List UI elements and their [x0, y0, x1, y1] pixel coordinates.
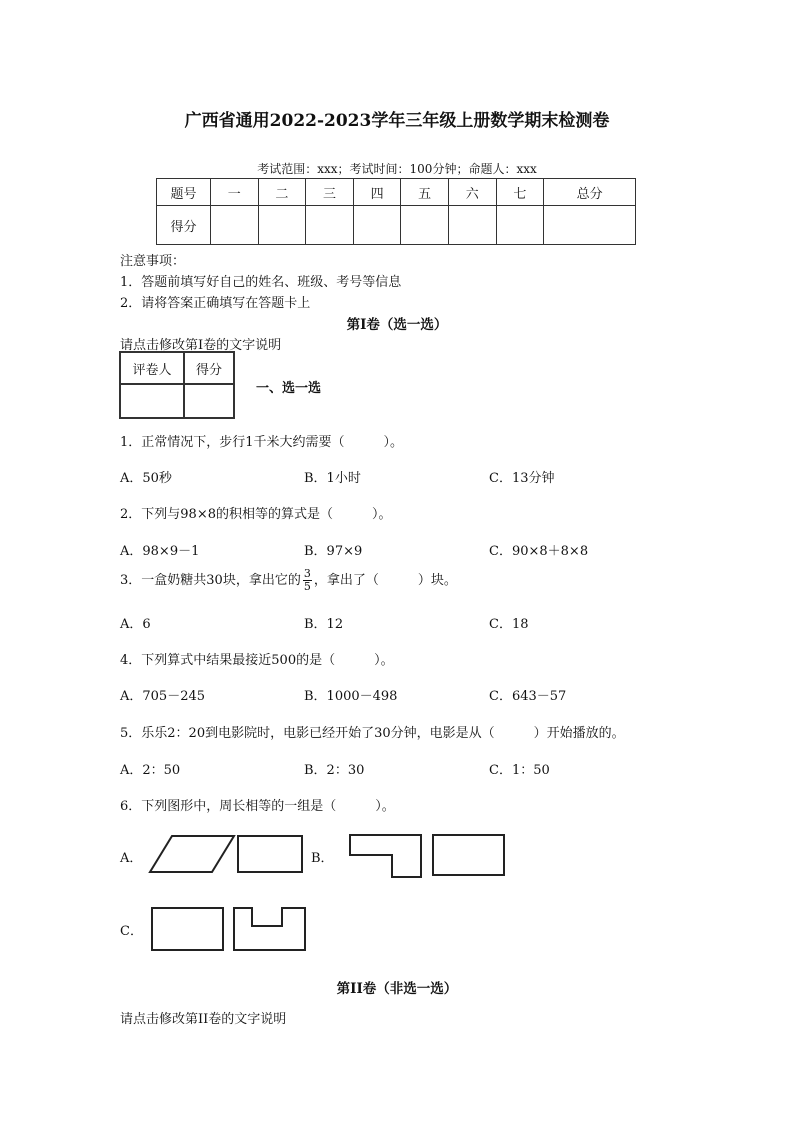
- q4-option-b[interactable]: B．1000－498: [304, 689, 398, 704]
- q3-option-a[interactable]: A．6: [120, 617, 151, 632]
- grader-label: 评卷人: [120, 352, 184, 384]
- question-1: 1．正常情况下，步行1千米大约需要（ ）。: [120, 435, 404, 450]
- q1-option-c[interactable]: C．13分钟: [489, 471, 555, 486]
- score-cell[interactable]: [401, 206, 449, 245]
- score-header-cell: 三: [306, 179, 354, 206]
- section1-title: 第I卷（选一选）: [346, 317, 448, 333]
- notched-rectangle-shape: [232, 906, 310, 954]
- parallelogram-shape: [148, 834, 238, 876]
- notes-item: 2．请将答案正确填写在答题卡上: [120, 296, 311, 311]
- q5-option-a[interactable]: A．2：50: [120, 763, 181, 778]
- notes-item: 1．答题前填写好自己的姓名、班级、考号等信息: [120, 275, 402, 290]
- q3-frac-numerator: 3: [303, 567, 311, 580]
- q6-option-b[interactable]: B．: [311, 851, 334, 866]
- grader-table: [119, 351, 235, 419]
- score-table-score-row: [157, 206, 636, 245]
- question-6: 6．下列图形中，周长相等的一组是（ ）。: [120, 799, 395, 814]
- q5-option-c[interactable]: C．1：50: [489, 763, 550, 778]
- q4-option-a[interactable]: A．705－245: [120, 689, 206, 704]
- rectangle-shape: [431, 833, 509, 879]
- score-header-cell: 题号: [157, 179, 211, 206]
- score-row-label: 得分: [157, 206, 211, 245]
- q2-option-c[interactable]: C．90×8＋8×8: [489, 544, 589, 559]
- section2-edit-hint[interactable]: 请点击修改第II卷的文字说明: [120, 1012, 287, 1027]
- score-header-cell: 二: [258, 179, 306, 206]
- q3-text-before: 3．一盒奶糖共30块，拿出它的: [120, 573, 301, 588]
- q4-option-c[interactable]: C．643－57: [489, 689, 567, 704]
- notes-heading: 注意事项：: [120, 254, 186, 269]
- q6-option-a[interactable]: A．: [120, 851, 143, 866]
- score-header-cell: 四: [353, 179, 401, 206]
- q1-option-b[interactable]: B．1小时: [304, 471, 361, 486]
- l-shape: [348, 833, 426, 881]
- question-4: 4．下列算式中结果最接近500的是（ ）。: [120, 653, 394, 668]
- q5-option-b[interactable]: B．2：30: [304, 763, 365, 778]
- score-header-cell: 总分: [544, 179, 636, 206]
- page-title: 广西省通用2022-2023学年三年级上册数学期末检测卷: [184, 111, 610, 131]
- score-cell[interactable]: [258, 206, 306, 245]
- q3-option-c[interactable]: C．18: [489, 617, 529, 632]
- q2-option-b[interactable]: B．97×9: [304, 544, 363, 559]
- rectangle-shape: [150, 906, 228, 954]
- score-table-header-row: [157, 179, 636, 206]
- question-3: [120, 568, 457, 593]
- part-title: 一、选一选: [256, 381, 322, 396]
- score-header-cell: 五: [401, 179, 449, 206]
- q3-frac-denominator: 5: [303, 580, 311, 593]
- section1-edit-hint[interactable]: 请点击修改第I卷的文字说明: [120, 338, 282, 353]
- score-cell[interactable]: [211, 206, 259, 245]
- question-2: 2．下列与98×8的积相等的算式是（ ）。: [120, 507, 392, 522]
- q6-option-c[interactable]: C．: [120, 924, 143, 939]
- q3-fraction: [303, 568, 312, 593]
- score-header-cell: 六: [448, 179, 496, 206]
- q3-text-after: ，拿出了（ ）块。: [313, 573, 457, 588]
- score-cell[interactable]: [496, 206, 544, 245]
- score-cell[interactable]: [353, 206, 401, 245]
- section2-title: 第II卷（非选一选）: [336, 981, 458, 997]
- q3-option-b[interactable]: B．12: [304, 617, 344, 632]
- score-header-cell: 七: [496, 179, 544, 206]
- exam-info: 考试范围：xxx；考试时间：100分钟；命题人：xxx: [257, 162, 537, 176]
- score-header-cell: 一: [211, 179, 259, 206]
- grader-score-label: 得分: [184, 352, 234, 384]
- q1-option-a[interactable]: A．50秒: [120, 471, 172, 486]
- grader-cell[interactable]: [120, 384, 184, 418]
- score-cell[interactable]: [544, 206, 636, 245]
- grader-score-cell[interactable]: [184, 384, 234, 418]
- question-5: 5．乐乐2：20到电影院时，电影已经开始了30分钟，电影是从（ ）开始播放的。: [120, 726, 625, 741]
- q2-option-a[interactable]: A．98×9－1: [120, 544, 200, 559]
- rectangle-shape: [236, 834, 306, 876]
- score-cell[interactable]: [448, 206, 496, 245]
- score-cell[interactable]: [306, 206, 354, 245]
- score-table: [156, 178, 636, 245]
